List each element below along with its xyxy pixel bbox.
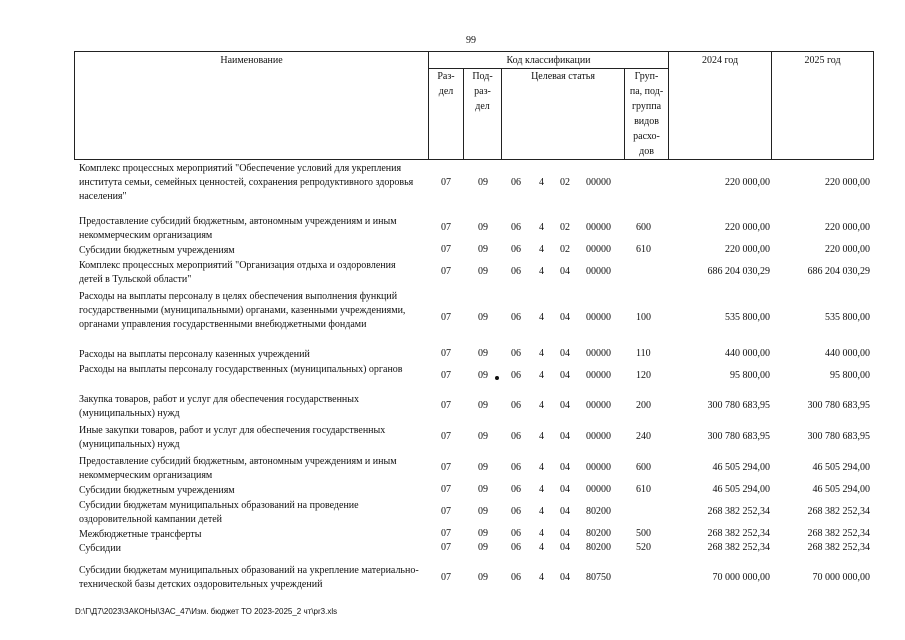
cell-year-2: 535 800,00: [825, 312, 870, 323]
row-name: Субсидии бюджетам муниципальных образований на проведение оздоровительной кампании детей: [79, 500, 359, 525]
row-name: Закупка товаров, работ и услуг для обеспечения государственных (муниципальных) нужд: [79, 394, 360, 419]
cell-year-1: 300 780 683,95: [707, 431, 770, 442]
cell-podrazdel: 09: [478, 222, 488, 233]
header-classification: Код классификации: [429, 52, 669, 69]
table-header: [74, 51, 874, 160]
cell-complex: 04: [560, 370, 570, 381]
cell-group: 520: [636, 542, 651, 553]
cell-year-1: 440 000,00: [725, 348, 770, 359]
cell-podrazdel: 09: [478, 370, 488, 381]
header-year-1: 2024 год: [669, 52, 772, 160]
cell-type: 4: [539, 484, 544, 495]
cell-direction: 00000: [586, 370, 611, 381]
cell-podrazdel: 09: [478, 312, 488, 323]
cell-complex: 04: [560, 528, 570, 539]
cell-group: 200: [636, 400, 651, 411]
cell-program: 06: [511, 244, 521, 255]
cell-complex: 04: [560, 506, 570, 517]
cell-group: 610: [636, 244, 651, 255]
cell-direction: 00000: [586, 312, 611, 323]
cell-podrazdel: 09: [478, 266, 488, 277]
cell-year-1: 220 000,00: [725, 177, 770, 188]
cell-razdel: 07: [441, 266, 451, 277]
cell-complex: 04: [560, 572, 570, 583]
scan-dot: [495, 376, 499, 380]
cell-group: 610: [636, 484, 651, 495]
cell-year-2: 300 780 683,95: [807, 400, 870, 411]
cell-year-2: 95 800,00: [830, 370, 870, 381]
header-group-line: дов: [639, 146, 654, 157]
cell-year-1: 268 382 252,34: [707, 542, 770, 553]
cell-program: 06: [511, 348, 521, 359]
cell-podrazdel: 09: [478, 542, 488, 553]
cell-year-2: 46 505 294,00: [812, 484, 870, 495]
cell-program: 06: [511, 431, 521, 442]
header-year-2: 2025 год: [772, 52, 874, 160]
cell-year-1: 95 800,00: [730, 370, 770, 381]
cell-podrazdel: 09: [478, 484, 488, 495]
cell-year-2: 220 000,00: [825, 222, 870, 233]
cell-direction: 00000: [586, 348, 611, 359]
cell-type: 4: [539, 312, 544, 323]
header-group-line: видов: [634, 116, 659, 127]
cell-razdel: 07: [441, 528, 451, 539]
cell-program: 06: [511, 572, 521, 583]
cell-direction: 80200: [586, 528, 611, 539]
cell-podrazdel: 09: [478, 348, 488, 359]
cell-razdel: 07: [441, 400, 451, 411]
cell-direction: 80200: [586, 542, 611, 553]
cell-type: 4: [539, 542, 544, 553]
cell-type: 4: [539, 370, 544, 381]
cell-year-1: 220 000,00: [725, 244, 770, 255]
cell-year-2: 70 000 000,00: [812, 572, 870, 583]
cell-type: 4: [539, 222, 544, 233]
cell-year-1: 70 000 000,00: [712, 572, 770, 583]
cell-razdel: 07: [441, 462, 451, 473]
cell-year-2: 220 000,00: [825, 177, 870, 188]
cell-group: 100: [636, 312, 651, 323]
cell-podrazdel: 09: [478, 177, 488, 188]
cell-podrazdel: 09: [478, 572, 488, 583]
header-target: Целевая статья: [502, 69, 625, 160]
cell-complex: 04: [560, 266, 570, 277]
cell-program: 06: [511, 370, 521, 381]
cell-type: 4: [539, 462, 544, 473]
cell-podrazdel: 09: [478, 462, 488, 473]
cell-direction: 00000: [586, 431, 611, 442]
cell-complex: 04: [560, 542, 570, 553]
cell-type: 4: [539, 506, 544, 517]
header-razdel-line: Раз-: [437, 71, 455, 82]
row-name: Межбюджетные трансферты: [79, 529, 202, 540]
cell-direction: 00000: [586, 484, 611, 495]
row-name: Расходы на выплаты персоналу в целях обеспечения выполнения функций государственными (муниципальными) органами, казенными учреждениями, органами управления государственными внебюджетными фондами: [79, 291, 406, 330]
cell-year-2: 300 780 683,95: [807, 431, 870, 442]
cell-type: 4: [539, 348, 544, 359]
cell-program: 06: [511, 462, 521, 473]
cell-podrazdel: 09: [478, 400, 488, 411]
cell-group: 110: [636, 348, 651, 359]
cell-group: 120: [636, 370, 651, 381]
header-group-line: группа: [631, 101, 662, 112]
cell-type: 4: [539, 266, 544, 277]
cell-direction: 00000: [586, 222, 611, 233]
row-name: Предоставление субсидий бюджетным, автономным учреждениям и иным некоммерческим организациям: [79, 456, 397, 481]
cell-group: 240: [636, 431, 651, 442]
cell-year-1: 220 000,00: [725, 222, 770, 233]
cell-program: 06: [511, 312, 521, 323]
cell-direction: 80200: [586, 506, 611, 517]
row-name: Комплекс процессных мероприятий "Обеспечение условий для укрепления института семьи, семейных ценностей, сохранения репродуктивного здоровья населения": [79, 163, 414, 202]
cell-razdel: 07: [441, 572, 451, 583]
cell-razdel: 07: [441, 244, 451, 255]
row-name: Предоставление субсидий бюджетным, автономным учреждениям и иным некоммерческим организациям: [79, 216, 397, 241]
row-name: Субсидии бюджетным учреждениям: [79, 245, 235, 256]
cell-year-2: 268 382 252,34: [807, 542, 870, 553]
cell-razdel: 07: [441, 222, 451, 233]
cell-complex: 02: [560, 222, 570, 233]
cell-complex: 04: [560, 312, 570, 323]
cell-type: 4: [539, 528, 544, 539]
row-name: Комплекс процессных мероприятий "Организация отдыха и оздоровления детей в Тульской области": [79, 260, 396, 285]
cell-year-2: 686 204 030,29: [807, 266, 870, 277]
header-podrazdel-line: Под-: [472, 71, 493, 82]
cell-direction: 00000: [586, 177, 611, 188]
cell-razdel: 07: [441, 370, 451, 381]
cell-complex: 04: [560, 348, 570, 359]
cell-razdel: 07: [441, 431, 451, 442]
cell-type: 4: [539, 431, 544, 442]
header-razdel: [429, 69, 464, 160]
cell-direction: 00000: [586, 244, 611, 255]
cell-year-2: 46 505 294,00: [812, 462, 870, 473]
row-name: Субсидии: [79, 543, 121, 554]
cell-year-2: 220 000,00: [825, 244, 870, 255]
cell-type: 4: [539, 400, 544, 411]
cell-year-2: 268 382 252,34: [807, 528, 870, 539]
header-podrazdel: [464, 69, 502, 160]
header-name: Наименование: [75, 52, 429, 160]
cell-direction: 00000: [586, 400, 611, 411]
cell-complex: 04: [560, 431, 570, 442]
cell-complex: 04: [560, 484, 570, 495]
page-number: 99: [466, 35, 476, 46]
cell-direction: 00000: [586, 266, 611, 277]
cell-direction: 80750: [586, 572, 611, 583]
row-name: Иные закупки товаров, работ и услуг для обеспечения государственных (муниципальных) нужд: [79, 425, 386, 450]
cell-type: 4: [539, 177, 544, 188]
cell-group: 500: [636, 528, 651, 539]
cell-razdel: 07: [441, 312, 451, 323]
cell-podrazdel: 09: [478, 528, 488, 539]
cell-group: 600: [636, 462, 651, 473]
cell-year-1: 300 780 683,95: [707, 400, 770, 411]
cell-program: 06: [511, 177, 521, 188]
cell-podrazdel: 09: [478, 431, 488, 442]
header-podrazdel-line: раз-: [474, 86, 491, 97]
cell-razdel: 07: [441, 506, 451, 517]
header-podrazdel-line: дел: [475, 101, 490, 112]
cell-complex: 04: [560, 462, 570, 473]
cell-complex: 02: [560, 177, 570, 188]
cell-razdel: 07: [441, 484, 451, 495]
cell-year-1: 686 204 030,29: [707, 266, 770, 277]
cell-direction: 00000: [586, 462, 611, 473]
cell-program: 06: [511, 484, 521, 495]
cell-program: 06: [511, 222, 521, 233]
cell-complex: 02: [560, 244, 570, 255]
cell-group: 600: [636, 222, 651, 233]
header-group-line: па, под-: [629, 86, 664, 97]
cell-complex: 04: [560, 400, 570, 411]
cell-podrazdel: 09: [478, 244, 488, 255]
cell-program: 06: [511, 542, 521, 553]
cell-type: 4: [539, 244, 544, 255]
cell-year-1: 268 382 252,34: [707, 528, 770, 539]
header-group: [625, 69, 669, 160]
cell-year-1: 46 505 294,00: [712, 462, 770, 473]
cell-podrazdel: 09: [478, 506, 488, 517]
cell-razdel: 07: [441, 542, 451, 553]
row-name: Расходы на выплаты персоналу казенных учреждений: [79, 349, 310, 360]
cell-razdel: 07: [441, 177, 451, 188]
cell-program: 06: [511, 400, 521, 411]
header-razdel-line: дел: [438, 86, 454, 97]
cell-year-2: 440 000,00: [825, 348, 870, 359]
row-name: Субсидии бюджетным учреждениям: [79, 485, 235, 496]
cell-type: 4: [539, 572, 544, 583]
header-group-line: расхо-: [633, 131, 660, 142]
cell-program: 06: [511, 266, 521, 277]
file-path-footer: D:\Г\Д7\2023\ЗАКОНЫ\ЗАС_47\Изм. бюджет ТО 2023-2025_2 чт\pr3.xls: [75, 607, 338, 616]
row-name: Расходы на выплаты персоналу государственных (муниципальных) органов: [79, 364, 403, 375]
cell-year-2: 268 382 252,34: [807, 506, 870, 517]
row-name: Субсидии бюджетам муниципальных образований на укрепление материально-технической базы детских оздоровительных учреждений: [79, 565, 419, 590]
header-group-line: Груп-: [634, 71, 659, 82]
cell-razdel: 07: [441, 348, 451, 359]
cell-program: 06: [511, 506, 521, 517]
cell-program: 06: [511, 528, 521, 539]
cell-year-1: 268 382 252,34: [707, 506, 770, 517]
cell-year-1: 46 505 294,00: [712, 484, 770, 495]
cell-year-1: 535 800,00: [725, 312, 770, 323]
